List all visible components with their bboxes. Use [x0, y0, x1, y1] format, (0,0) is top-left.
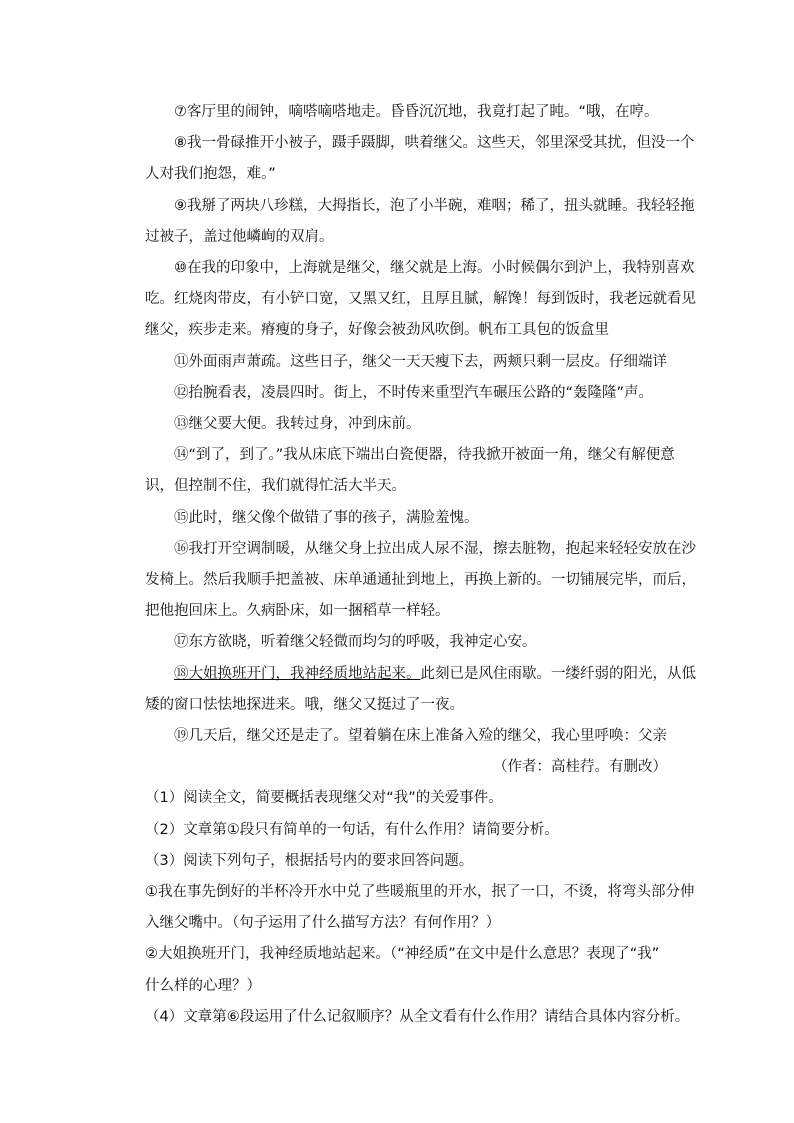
text-line: 矮的窗口怯怯地探进来。哦，继父又挺过了一夜。 [145, 696, 464, 713]
text-line: ⑰东方欲晓，听着继父轻微而均匀的呼吸，我神定心安。 [174, 634, 537, 651]
text-line: ②大姐换班开门，我神经质地站起来。（“神经质”在文中是什么意思？表现了“我” [145, 946, 660, 963]
question-3-1 [145, 877, 695, 939]
paragraph-19 [145, 721, 675, 752]
paragraph-13 [145, 409, 675, 440]
text-line: ⑯我打开空调制暖，从继父身上拉出成人尿不湿，擦去脏物，抱起来轻轻安放在沙 [174, 540, 696, 557]
paragraph-7 [145, 97, 675, 128]
text-line: 入继父嘴中。（句子运用了什么描写方法？有何作用？） [145, 915, 501, 932]
text-line: 过被子，盖过他嶙峋的双肩。 [145, 228, 334, 245]
question-3: （3）阅读下列句子，根据括号内的要求回答问题。 [145, 852, 474, 869]
text-line: ⑲几天后，继父还是走了。望着躺在床上准备入殓的继父，我心里呼唤：父亲 [174, 728, 667, 745]
paragraph-9 [145, 191, 695, 253]
paragraph-10 [145, 253, 696, 347]
attribution: （作者：高桂荇。有删改） [493, 759, 667, 776]
text-line: 把他抱回床上。久病卧床，如一捆稻草一样轻。 [145, 603, 450, 620]
paragraph-16 [145, 534, 696, 628]
underlined-sentence: ⑱大姐换班开门，我神经质地站起来。 [174, 665, 421, 682]
text-line: ⑪外面雨声萧疏。这些日子，继父一天天瘦下去，两颊只剩一层皮。仔细端详 [174, 353, 667, 370]
paragraph-11 [145, 347, 675, 378]
document-body [145, 97, 696, 1033]
text-line: ①我在事先倒好的半杯冷开水中兑了些暖瓶里的开水，抿了一口，不烫，将弯头部分伸 [145, 884, 695, 901]
paragraph-12 [145, 378, 675, 409]
text-line: ⑫抬腕看表，凌晨四时。街上，不时传来重型汽车碾压公路的“轰隆隆”声。 [174, 384, 654, 401]
paragraph-17 [145, 627, 675, 658]
text-line: 人对我们抱怨，难。” [145, 166, 276, 183]
text-line: 发椅上。然后我顺手把盖被、床单通通扯到地上，再换上新的。一切铺展完毕，而后， [145, 572, 696, 589]
question-3-2 [145, 939, 675, 1001]
question-1: （1）阅读全文，简要概括表现继父对“我”的关爱事件。 [145, 790, 503, 807]
question-2: （2）文章第①段只有简单的一句话，有什么作用？请简要分析。 [145, 821, 559, 838]
text-line: ⑮此时，继父像个做错了事的孩子，满脸羞愧。 [174, 509, 479, 526]
sentence-rest: 此刻已是风住雨歇。一缕纤弱的阳光，从低 [420, 665, 696, 682]
text-line: ⑧我一骨碌推开小被子，蹑手蹑脚，哄着继父。这些天，邻里深受其扰，但没一个 [174, 135, 695, 152]
text-line [145, 659, 696, 690]
text-line: 继父，疾步走来。瘠瘦的身子，好像会被劲风吹倒。帆布工具包的饭盒里 [145, 322, 609, 339]
paragraph-8 [145, 128, 695, 190]
text-line: 识，但控制不住，我们就得忙活大半天。 [145, 478, 406, 495]
text-line: 吃。红烧肉带皮，有小铲口宽，又黑又红，且厚且腻，解馋！每到饭时，我老远就看见 [145, 291, 696, 308]
text-line: ⑨我掰了两块八珍糕，大拇指长，泡了小半碗，难咽；稀了，扭头就睡。我轻轻拖 [174, 197, 695, 214]
text-line: ⑦客厅里的闹钟，嘀嗒嘀嗒地走。昏昏沉沉地，我竟打起了盹。“哦，在哼。 [174, 104, 659, 120]
paragraph-15 [145, 503, 675, 534]
paragraph-14 [145, 440, 675, 502]
paragraph-18 [145, 659, 696, 721]
text-line: ⑩在我的印象中，上海就是继父，继父就是上海。小时候偶尔到沪上，我特别喜欢 [174, 260, 695, 277]
text-line: 什么样的心理？） [145, 977, 261, 994]
text-line: ⑭“到了，到了。”我从床底下端出白瓷便器，待我掀开被面一角，继父有解便意 [174, 447, 675, 464]
question-4: （4）文章第⑥段运用了什么记叙顺序？从全文看有什么作用？请结合具体内容分析。 [145, 1008, 690, 1025]
text-line: ⑬继父要大便。我转过身，冲到床前。 [174, 416, 421, 433]
